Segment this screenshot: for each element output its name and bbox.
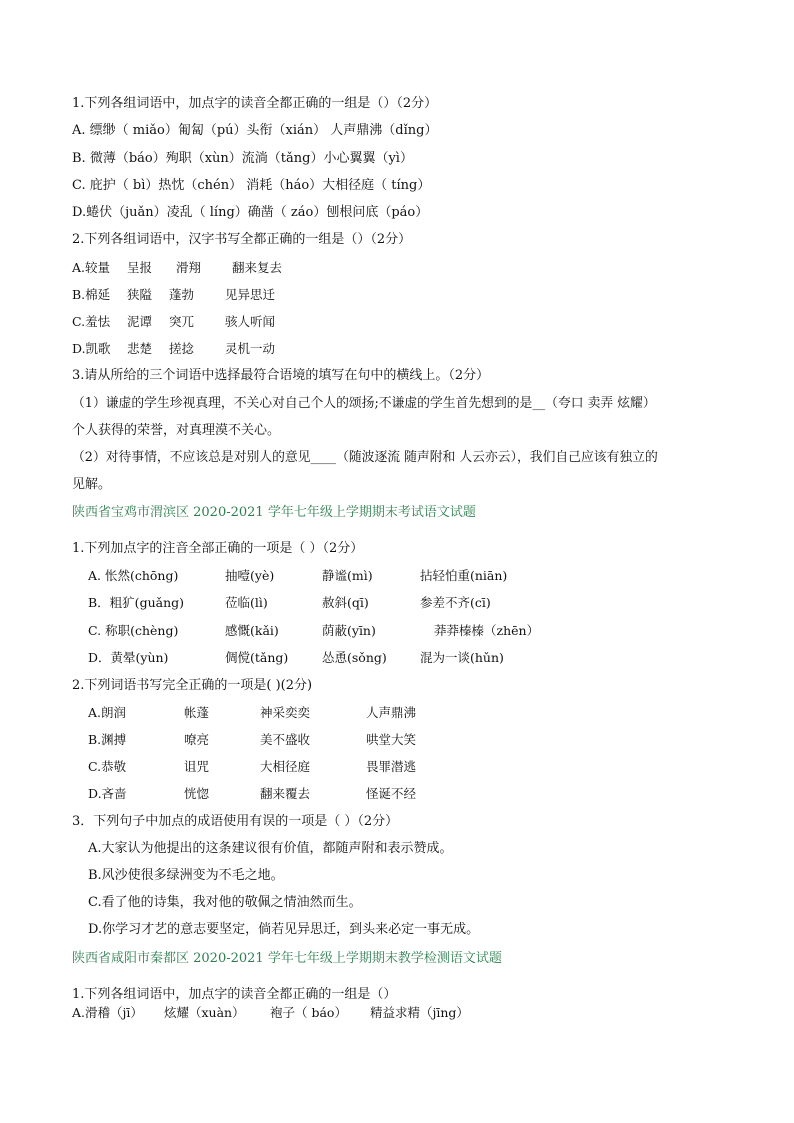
option-word: C. 称职(chèng) (88, 623, 179, 638)
option-word: D.凯歌 (72, 341, 111, 356)
option-word: 翻来覆去 (260, 786, 311, 801)
option-a: A. 缥缈（ miǎo）匍匐（pú）头衔（xián） 人声鼎沸（dǐng） (72, 123, 438, 138)
fill-blank-item: （2）对待事情，不应该总是对别人的意见____（随波逐流 随声附和 人云亦云），我们自己应该有独立的 (72, 450, 658, 465)
section-title: 陕西省宝鸡市渭滨区 2020-2021 学年七年级上学期期末考试语文试题 (72, 505, 476, 520)
question-stem: 2.下列词语书写完全正确的一项是( )(2分) (72, 678, 313, 693)
option-word: 感慨(kǎi) (225, 623, 279, 638)
fill-blank-item: 见解。 (72, 477, 112, 492)
question-stem: 1.下列各组词语中，加点字的读音全都正确的一组是（）（2分） (72, 96, 438, 111)
option-word: 精益求精（jīng） (370, 1005, 469, 1020)
option-word: 蓬勃 (169, 287, 195, 302)
option-word: 大相径庭 (260, 759, 311, 774)
option-word: 搓捻 (169, 341, 195, 356)
option-word: A.朗润 (88, 705, 127, 720)
option-word: 怪诞不经 (366, 786, 417, 801)
option-d: D.蜷伏（juǎn）凌乱（ líng）确凿（ záo）刨根问底（páo） (72, 205, 429, 220)
option-word: 嘹亮 (184, 732, 210, 747)
option-a: A.大家认为他提出的这条建议很有价值，都随声附和表示赞成。 (88, 841, 453, 856)
option-word: 诅咒 (184, 759, 210, 774)
option-word: 怂恿(sǒng) (322, 650, 387, 665)
option-word: 神采奕奕 (260, 705, 311, 720)
option-word: 莅临(lì) (225, 595, 268, 610)
option-word: 倜傥(tǎng) (225, 650, 289, 665)
option-word: A.滑稽（jī） (72, 1005, 143, 1020)
option-word: 参差不齐(cī) (420, 595, 491, 610)
option-b: B. 微薄（báo）殉职（xùn）流淌（tǎng）小心翼翼（yì） (72, 151, 413, 166)
option-c: C. 庇护（ bì）热忱（chén） 消耗（háo）大相径庭（ tíng） (72, 178, 431, 193)
section-title: 陕西省咸阳市秦都区 2020-2021 学年七年级上学期期末教学检测语文试题 (72, 951, 502, 966)
option-word: 荫蔽(yīn) (322, 623, 376, 638)
option-word: 莽莽榛榛（zhēn） (434, 623, 540, 638)
question-stem: 1.下列加点字的注音全部正确的一项是（ ）（2分） (72, 541, 364, 556)
option-word: D.吝啬 (88, 786, 127, 801)
option-word: 炫耀（xuàn） (164, 1005, 245, 1020)
option-word: 狭隘 (127, 287, 153, 302)
option-c: C.看了他的诗集，我对他的敬佩之情油然而生。 (88, 895, 362, 910)
option-word: 赦斜(qī) (322, 595, 369, 610)
option-word: 泥谭 (127, 314, 153, 329)
option-word: 突兀 (169, 314, 195, 329)
option-word: 畏罪潜逃 (366, 759, 417, 774)
option-word: 抽噎(yè) (225, 568, 275, 583)
question-stem: 2.下列各组词语中，汉字书写全都正确的一组是（）（2分） (72, 232, 412, 247)
option-word: 静谧(mì) (322, 568, 373, 583)
fill-blank-item: 个人获得的荣誉，对真理漠不关心。 (72, 423, 281, 438)
option-word: 美不盛收 (260, 732, 311, 747)
fill-blank-item: （1）谦虚的学生珍视真理，不关心对自己个人的颂扬;不谦虚的学生首先想到的是__（夸口 卖弄 炫耀） (72, 396, 656, 411)
option-word: 见异思迁 (225, 287, 276, 302)
option-word: 骇人听闻 (225, 314, 276, 329)
option-word: C.羞怯 (72, 314, 111, 329)
option-word: 悲楚 (127, 341, 153, 356)
option-word: C.恭敬 (88, 759, 127, 774)
option-word: 滑翔 (176, 260, 202, 275)
option-word: B．粗犷(guǎng) (88, 595, 184, 610)
option-word: D．黄晕(yùn) (88, 650, 169, 665)
option-word: 混为一谈(hǔn) (420, 650, 504, 665)
option-word: 帐蓬 (184, 705, 210, 720)
option-word: 呈报 (127, 260, 153, 275)
option-word: 拈轻怕重(niān) (420, 568, 508, 583)
option-word: 翻来复去 (232, 260, 283, 275)
option-word: 灵机一动 (225, 341, 276, 356)
question-stem: 3．下列句子中加点的成语使用有误的一项是（ ）（2分） (72, 814, 399, 829)
question-stem: 1.下列各组词语中，加点字的读音全都正确的一组是（） (72, 987, 397, 1002)
option-word: A. 怅然(chōng) (88, 568, 179, 583)
question-stem: 3.请从所给的三个词语中选择最符合语境的填写在句中的横线上。（2分） (72, 368, 490, 383)
option-word: B.渊搏 (88, 732, 127, 747)
option-word: 袍子（ báo） (270, 1005, 347, 1020)
option-word: 人声鼎沸 (366, 705, 417, 720)
option-word: A.较量 (72, 260, 111, 275)
option-d: D.你学习才艺的意志要坚定，倘若见异思迁，到头来必定一事无成。 (88, 922, 480, 937)
option-word: 哄堂大笑 (366, 732, 417, 747)
option-word: 恍惚 (184, 786, 210, 801)
option-word: B.棉延 (72, 287, 111, 302)
option-b: B.风沙使很多绿洲变为不毛之地。 (88, 868, 284, 883)
